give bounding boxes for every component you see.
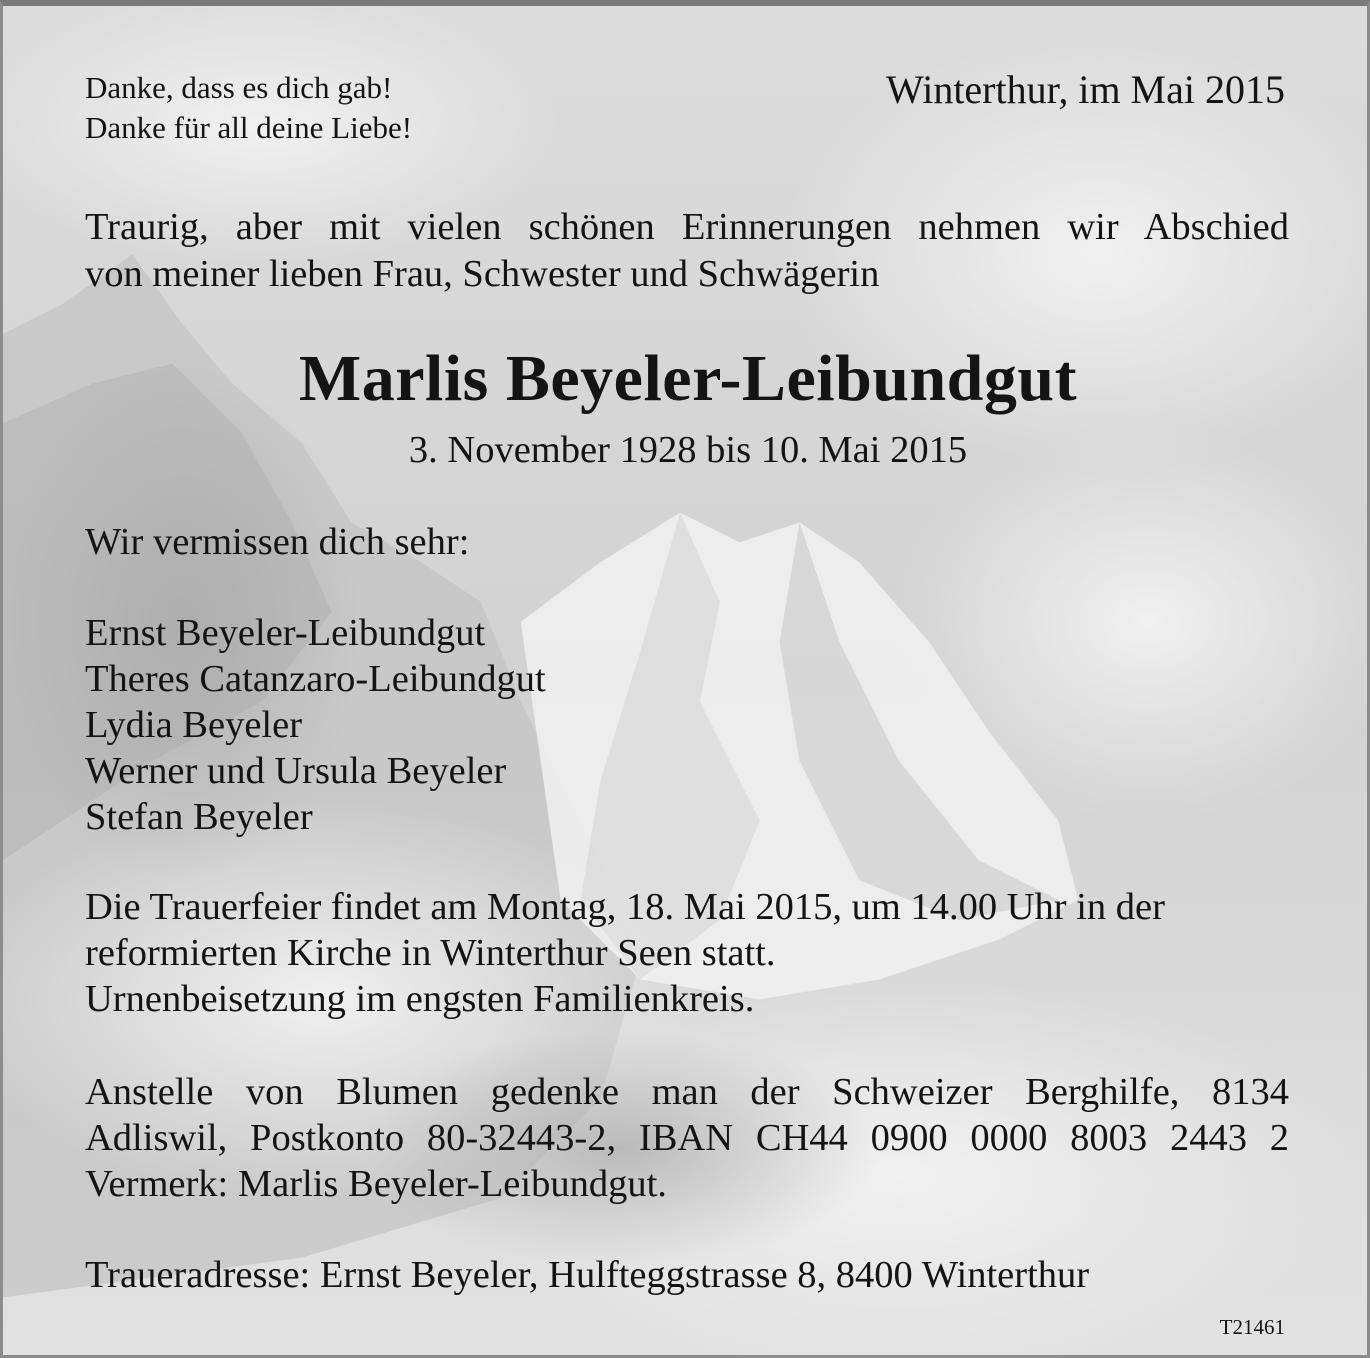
donation-line-3: Vermerk: Marlis Beyeler-Leibundgut. (85, 1163, 667, 1205)
mourning-address: Traueradresse: Ernst Beyeler, Hulfteggstrasse 8, 8400 Winterthur (85, 1254, 1090, 1296)
intro-paragraph (85, 204, 1289, 298)
deceased-name: Marlis Beyeler-Leibundgut (298, 342, 1078, 415)
place-date: Winterthur, im Mai 2015 (886, 67, 1285, 112)
service-line-3: Urnenbeisetzung im engsten Familienkreis. (85, 978, 755, 1020)
mourner-name: Werner und Ursula Beyeler (85, 750, 507, 792)
greeting-line-2: Danke für all deine Liebe! (85, 110, 413, 145)
mourner-name: Lydia Beyeler (85, 704, 303, 746)
mourners-list (85, 610, 546, 840)
donation-line-1: Anstelle von Blumen gedenke man der Schweizer Berghilfe, 8134 (85, 1071, 1289, 1113)
mourner-name: Theres Catanzaro-Leibundgut (85, 658, 546, 700)
mourner-name: Ernst Beyeler-Leibundgut (85, 612, 486, 654)
donation-line-2: Adliswil, Postkonto 80-32443-2, IBAN CH44 0900 0000 8003 2443 2 (85, 1117, 1289, 1159)
life-dates: 3. November 1928 bis 10. Mai 2015 (408, 429, 968, 471)
intro-line-2: von meiner lieben Frau, Schwester und Schwägerin (85, 253, 880, 295)
miss-line: Wir vermissen dich sehr: (85, 521, 470, 563)
donation-info (85, 1069, 1289, 1207)
mourner-name: Stefan Beyeler (85, 796, 313, 838)
service-line-1: Die Trauerfeier findet am Montag, 18. Mai 2015, um 14.00 Uhr in der (85, 886, 1165, 928)
service-info (85, 884, 1165, 1022)
greeting-line-1: Danke, dass es dich gab! (85, 70, 393, 105)
service-line-2: reformierten Kirche in Winterthur Seen statt. (85, 932, 776, 974)
greeting (85, 68, 412, 148)
reference-code: T21461 (1219, 1315, 1285, 1339)
intro-line-1: Traurig, aber mit vielen schönen Erinnerungen nehmen wir Abschied (85, 206, 1289, 248)
